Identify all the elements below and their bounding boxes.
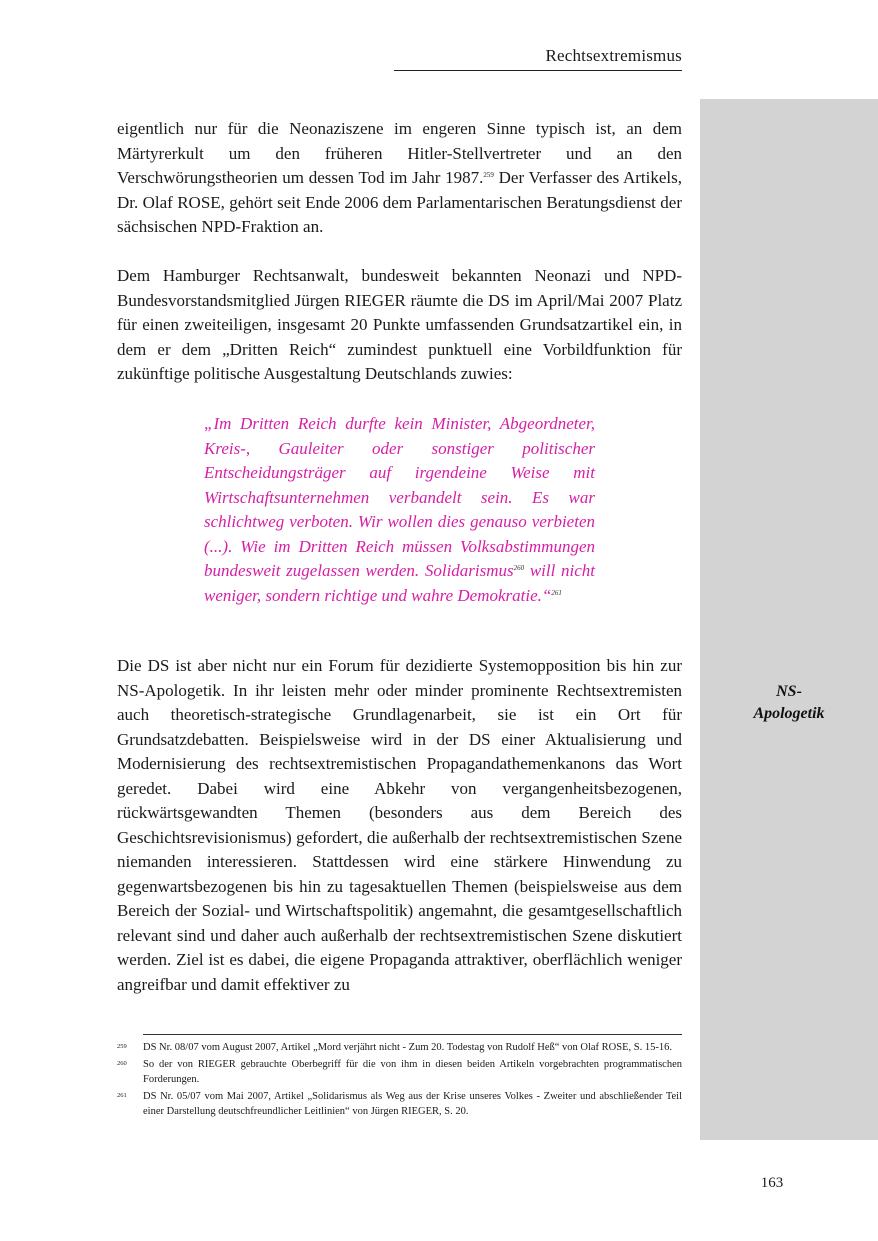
footnote-260	[117, 1057, 682, 1087]
footnote-rule	[143, 1034, 682, 1035]
paragraph-2-text: Dem Hamburger Rechtsanwalt, bundesweit bekannten Neonazi und NPD-Bundesvorstandsmitglied Jürgen RIEGER räumte die DS im April/Mai 2007 Platz für einen zweiteiligen, insgesamt 20 Punkte umfassenden Grundsatzartikel ein, in dem er dem „Dritten Reich“ zumindest punktuell eine Vorbildfunktion für zukünftige politische Ausgestaltung Deutschlands zuwies:	[117, 266, 682, 383]
margin-sidebar	[700, 99, 878, 1140]
quote-text-a: „Im Dritten Reich durfte kein Minister, Abgeordneter, Kreis-, Gauleiter oder sonstiger politischer Entscheidungsträger auf irgendeine Weise mit Wirtschaftsunternehmen verbandelt sein. Es war schlichtweg verboten. Wir wollen dies genauso verbieten (...). Wie im Dritten Reich müssen Volksabstimmungen bundesweit zugelassen werden. Solidarismus	[204, 414, 595, 580]
footnote-ref-259[interactable]: 259	[483, 171, 494, 179]
paragraph-1	[117, 117, 682, 240]
page-number: 163	[760, 1175, 784, 1191]
quote-text-b: will nicht weniger, sondern richtige und wahre Demokratie.“	[204, 561, 595, 605]
footnote-text: DS Nr. 05/07 vom Mai 2007, Artikel „Solidarismus als Weg aus der Krise unseres Volkes - Zweiter und abschließender Teil einer Darstellung deutschfreundlicher Leitlinien“ von Jürgen RIEGER, S. 20.	[143, 1091, 682, 1117]
header-rule	[394, 70, 682, 71]
block-quote	[204, 412, 595, 608]
footnote-number: 261	[117, 1092, 127, 1099]
footnote-ref-261[interactable]: 261	[551, 588, 562, 597]
footnote-number: 260	[117, 1060, 127, 1067]
footnote-text: DS Nr. 08/07 vom August 2007, Artikel „Mord verjährt nicht - Zum 20. Todestag von Rudolf Heß“ von Olaf ROSE, S. 15-16.	[143, 1042, 672, 1053]
footnote-number: 259	[117, 1043, 127, 1050]
footnote-259	[117, 1040, 682, 1055]
margin-note-line-2: Apologetik	[753, 705, 825, 722]
footnote-text: So der von RIEGER gebrauchte Oberbegriff für die von ihm in diesen beiden Artikeln vorgebrachten programmatischen Forderungen.	[143, 1059, 682, 1085]
paragraph-1-text-a: eigentlich nur für die Neonaziszene im engeren Sinne typisch ist, an dem Märtyrerkult um den früheren Hitler-Stellvertreter und an den Verschwörungstheorien um dessen Tod im Jahr 1987.	[117, 119, 682, 187]
footnote-ref-260[interactable]: 260	[513, 564, 525, 572]
paragraph-1-text-b: Der Verfasser des Artikels, Dr. Olaf ROSE, gehört seit Ende 2006 dem Parlamentarischen Beratungsdienst der sächsischen NPD-Fraktion an.	[117, 168, 682, 236]
paragraph-3-text: Die DS ist aber nicht nur ein Forum für dezidierte Systemopposition bis hin zur NS-Apologetik. In ihr leisten mehr oder minder prominente Rechtsextremisten auch theoretisch-strategische Grundlagenarbeit, sie ist ein Ort für Grundsatzdebatten. Beispielsweise wird in der DS einer Aktualisierung und Modernisierung des rechtsextremistischen Propagandathemenkanons das Wort geredet. Dabei wird eine Abkehr von vergangenheitsbezogenen, rückwärtsgewandten Themen (besonders aus dem Bereich des Geschichtsrevisionismus) gefordert, die außerhalb der rechtsextremistischen Szene niemanden interessieren. Stattdessen wird eine stärkere Hinwendung zu gegenwartsbezogenen bis hin zu tagesaktuellen Themen (beispielsweise aus dem Bereich der Sozial- und Wirtschaftspolitik) angemahnt, die gesamtgesellschaftlich relevant sind und daher auch außerhalb der rechtsextremistischen Szene diskutiert werden. Ziel ist es dabei, die eigene Propaganda attraktiver, oberflächlich weniger angreifbar und damit effektiver zu	[117, 656, 682, 994]
paragraph-3	[117, 654, 682, 997]
margin-note	[700, 681, 878, 725]
margin-note-line-1: NS-	[776, 683, 802, 700]
footnote-261	[117, 1089, 682, 1119]
paragraph-2	[117, 264, 682, 387]
footnotes	[117, 1040, 682, 1121]
running-header: Rechtsextremismus	[545, 46, 682, 65]
